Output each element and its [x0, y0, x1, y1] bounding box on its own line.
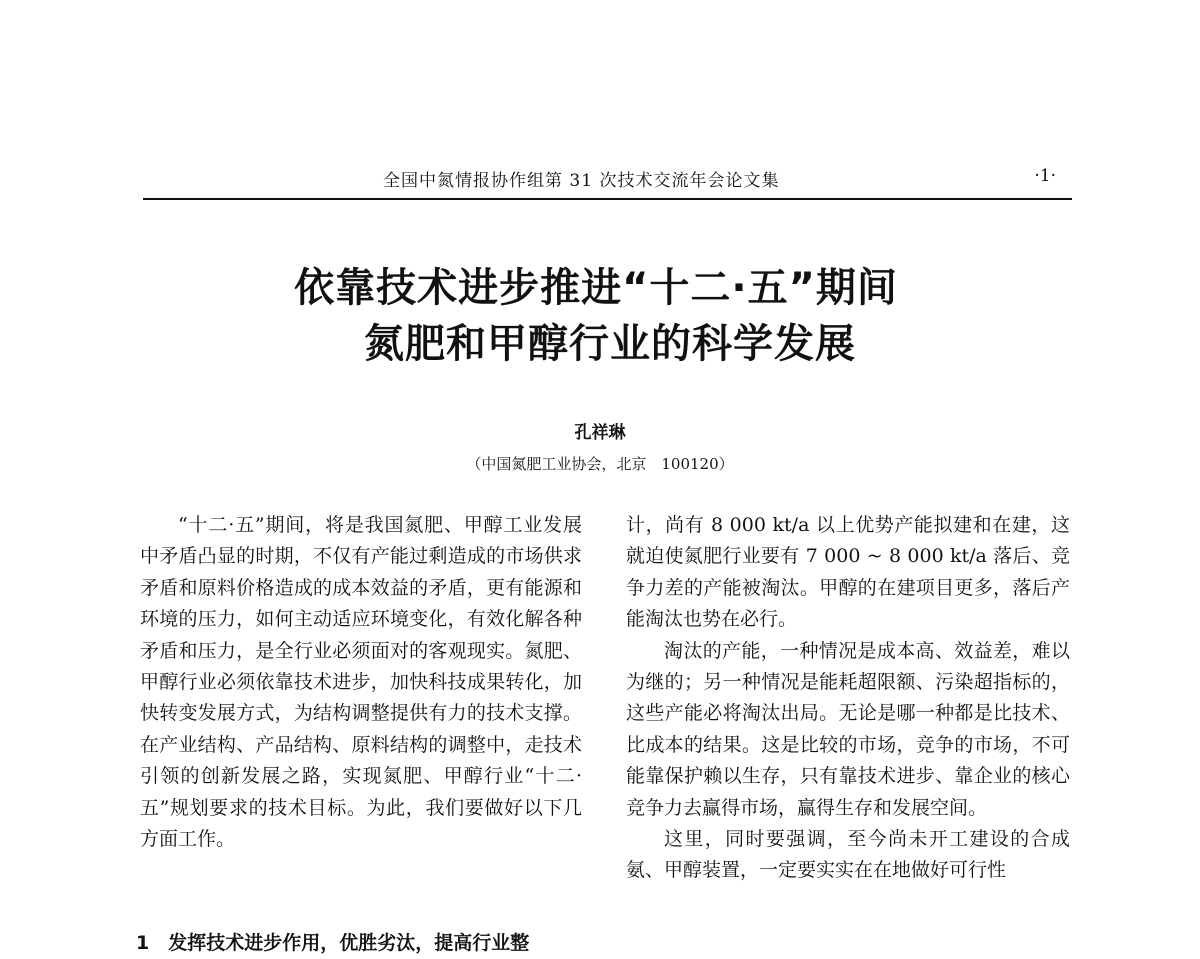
article-title-line-2: 氮肥和甲醇行业的科学发展	[364, 321, 856, 367]
page-number: ·1·	[1034, 166, 1056, 186]
journal-title: 全国中氮情报协作组第 31 次技术交流年会论文集	[383, 171, 780, 191]
right-paragraph-1: 计，尚有 8 000 kt/a 以上优势产能拟建和在建，这就迫使氮肥行业要有 7 000 ~ 8 000 kt/a 落后、竞争力差的产能被淘汰。甲醇的在建项目更多，落后产能淘汰也势在必行。	[626, 514, 1070, 631]
right-paragraph-3: 这里，同时要强调，至今尚未开工建设的合成氨、甲醇装置，一定要实实在在地做好可行性	[626, 828, 1070, 882]
left-column	[140, 510, 582, 855]
left-paragraph-1: “十二·五”期间，将是我国氮肥、甲醇工业发展中矛盾凸显的时期，不仅有产能过剩造成的市场供求矛盾和原料价格造成的成本效益的矛盾，更有能源和环境的压力，如何主动适应环境变化，有效化解各种矛盾和压力，是全行业必须面对的客观现实。氮肥、甲醇行业必须依靠技术进步，加快科技成果转化，加快转变发展方式，为结构调整提供有力的技术支撑。在产业结构、产品结构、原料结构的调整中，走技术引领的创新发展之路，实现氮肥、甲醇行业“十二·五”规划要求的技术目标。为此，我们要做好以下几方面工作。	[140, 514, 582, 851]
right-column	[626, 510, 1070, 887]
author-name: 孔祥琳	[574, 423, 626, 443]
section-heading-1: 1 发挥技术进步作用，优胜劣汰，提高行业整	[136, 932, 530, 954]
article-title-line-1: 依靠技术进步推进“十二·五”期间	[294, 265, 898, 311]
running-header	[143, 160, 1072, 200]
right-paragraph-2: 淘汰的产能，一种情况是成本高、效益差，难以为继的；另一种情况是能耗超限额、污染超指标的，这些产能必将淘汰出局。无论是哪一种都是比技术、比成本的结果。这是比较的市场，竞争的市场，不可能靠保护赖以生存，只有靠技术进步、靠企业的核心竞争力去赢得市场，赢得生存和发展空间。	[626, 639, 1070, 819]
author-affiliation: （中国氮肥工业协会，北京 100120）	[466, 455, 734, 473]
